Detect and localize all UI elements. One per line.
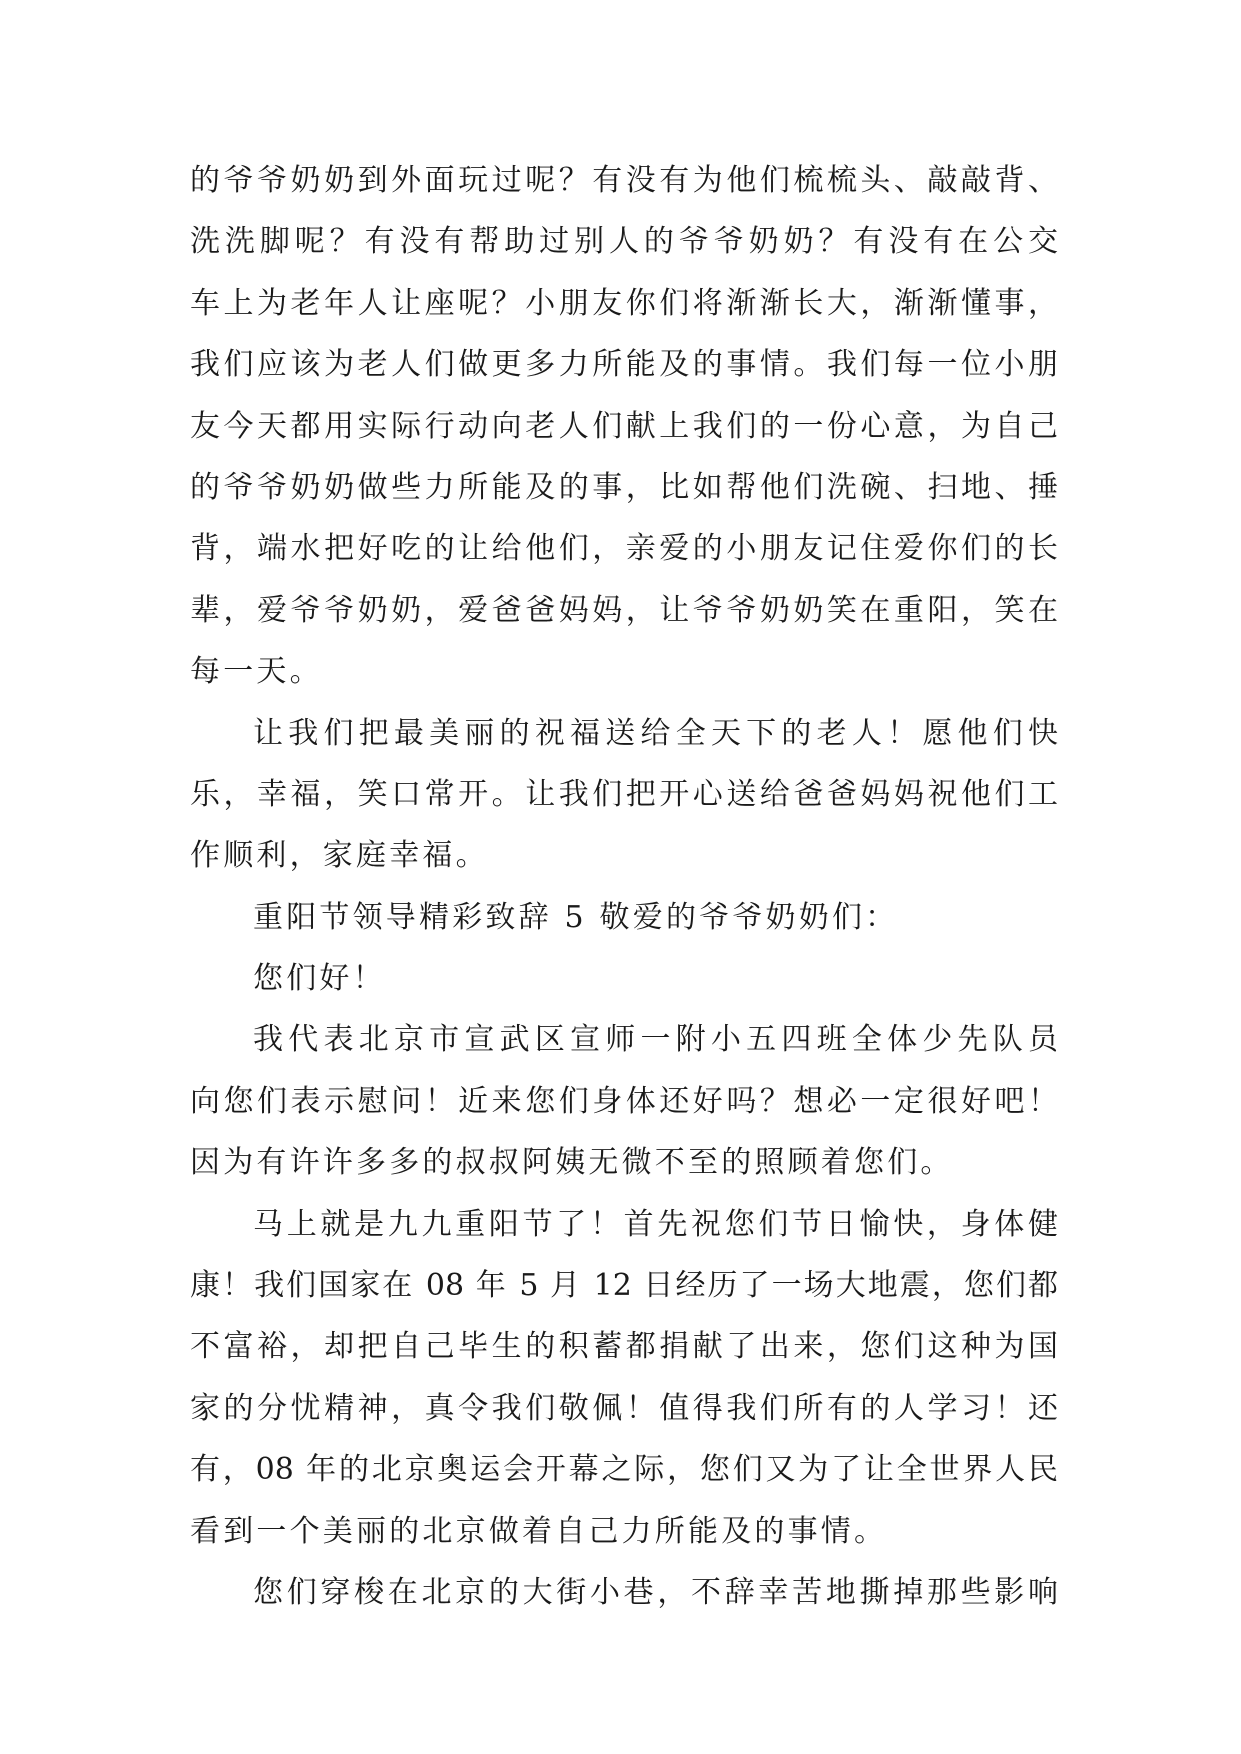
text-line: 我们应该为老人们做更多力所能及的事情。我们每一位小朋 [190,347,1058,383]
text-line: 背，端水把好吃的让给他们，亲爱的小朋友记住爱你们的长 [190,531,1058,567]
text-line: 友今天都用实际行动向老人们献上我们的一份心意，为自己 [190,408,1058,444]
text-line: 的爷爷奶奶到外面玩过呢？有没有为他们梳梳头、敲敲背、 [190,163,1058,198]
text-line: 作顺利，家庭幸福。 [190,838,489,874]
text-line: 马上就是九九重阳节了！首先祝您们节日愉快，身体健 [253,1206,1058,1242]
text-line: 每一天。 [190,654,323,690]
text-line: 重阳节领导精彩致辞 5 敬爱的爷爷奶奶们： [253,899,899,935]
text-line: 不富裕，却把自己毕生的积蓄都捐献了出来，您们这种为国 [190,1329,1058,1365]
text-line: 康！我们国家在 08 年 5 月 12 日经历了一场大地震，您们都 [190,1268,1058,1304]
text-line: 家的分忧精神，真令我们敬佩！值得我们所有的人学习！还 [190,1390,1058,1426]
text-line: 车上为老年人让座呢？小朋友你们将渐渐长大，渐渐懂事， [190,285,1058,321]
text-line: 看到一个美丽的北京做着自己力所能及的事情。 [190,1513,888,1549]
text-line: 的爷爷奶奶做些力所能及的事，比如帮他们洗碗、扫地、捶 [190,469,1058,505]
text-line: 向您们表示慰问！近来您们身体还好吗？想必一定很好吧！ [190,1083,1058,1119]
text-line: 有，08 年的北京奥运会开幕之际，您们又为了让全世界人民 [190,1452,1058,1488]
text-line: 让我们把最美丽的祝福送给全天下的老人！愿他们快 [253,715,1058,751]
text-line: 辈，爱爷爷奶奶，爱爸爸妈妈，让爷爷奶奶笑在重阳，笑在 [190,592,1058,628]
text-line: 洗洗脚呢？有没有帮助过别人的爷爷奶奶？有没有在公交 [190,224,1058,260]
text-line: 乐，幸福，笑口常开。让我们把开心送给爸爸妈妈祝他们工 [190,776,1058,812]
text-line: 您们穿梭在北京的大街小巷，不辞幸苦地撕掉那些影响 [253,1574,1058,1610]
text-line: 因为有许许多多的叔叔阿姨无微不至的照顾着您们。 [190,1145,954,1181]
document-body [190,150,1058,1623]
text-line: 您们好！ [253,961,386,997]
text-line: 我代表北京市宣武区宣师一附小五四班全体少先队员 [253,1022,1058,1058]
